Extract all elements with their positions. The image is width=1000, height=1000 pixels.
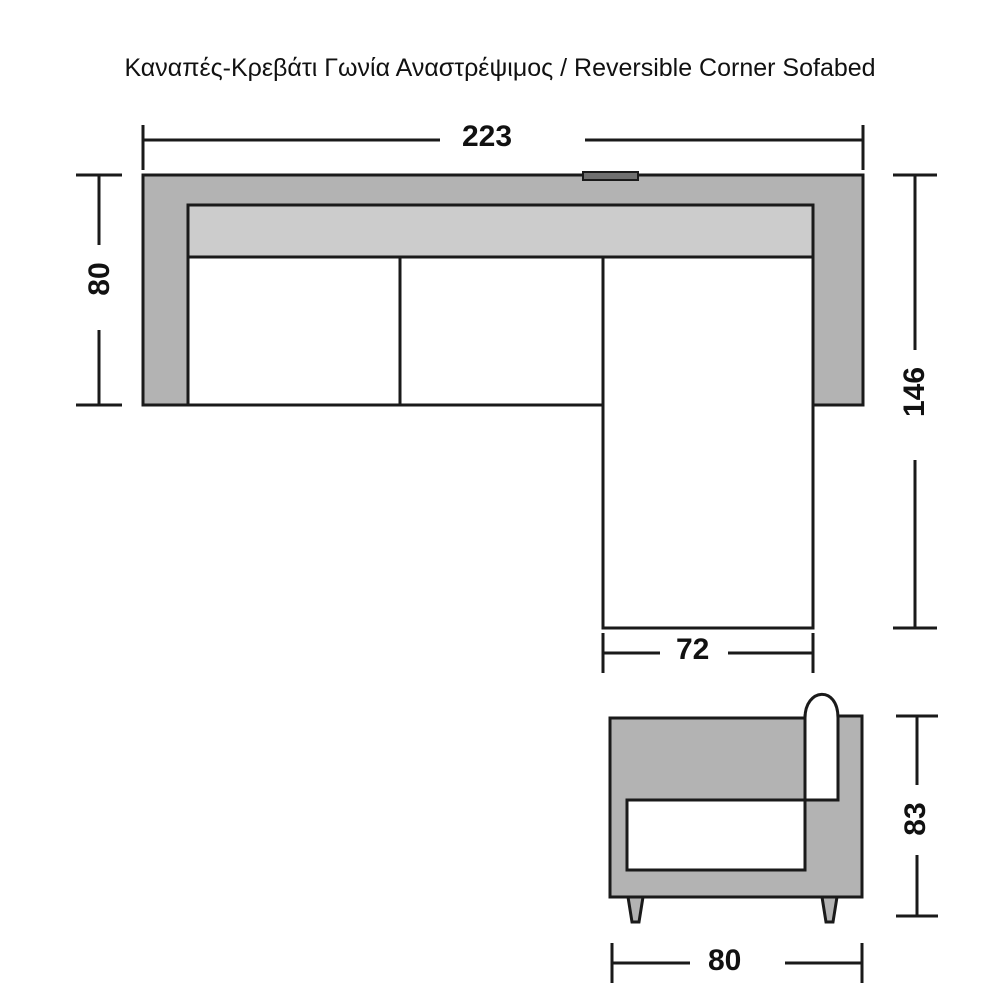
front-backrest (805, 694, 838, 800)
dimension-label-80-left: 80 (83, 262, 116, 296)
dimension-label-80-bottom: 80 (708, 944, 742, 977)
dimension-label-223: 223 (462, 120, 513, 153)
front-view-group (610, 694, 862, 922)
dimension-label-72: 72 (676, 633, 710, 666)
front-leg-left (628, 897, 643, 922)
seat-chaise (603, 257, 813, 628)
dimension-label-83: 83 (899, 802, 932, 836)
seat-left (188, 257, 400, 405)
top-edge-notch (583, 172, 638, 180)
front-leg-right (822, 897, 837, 922)
dimension-label-146: 146 (898, 366, 931, 418)
front-seat (627, 800, 805, 870)
top-view-group (143, 172, 863, 628)
seat-middle (400, 257, 603, 405)
page-title: Καναπές-Κρεβάτι Γωνία Αναστρέψιμος / Reversible Corner Sofabed (124, 54, 876, 82)
backrest-cushion (188, 205, 813, 257)
